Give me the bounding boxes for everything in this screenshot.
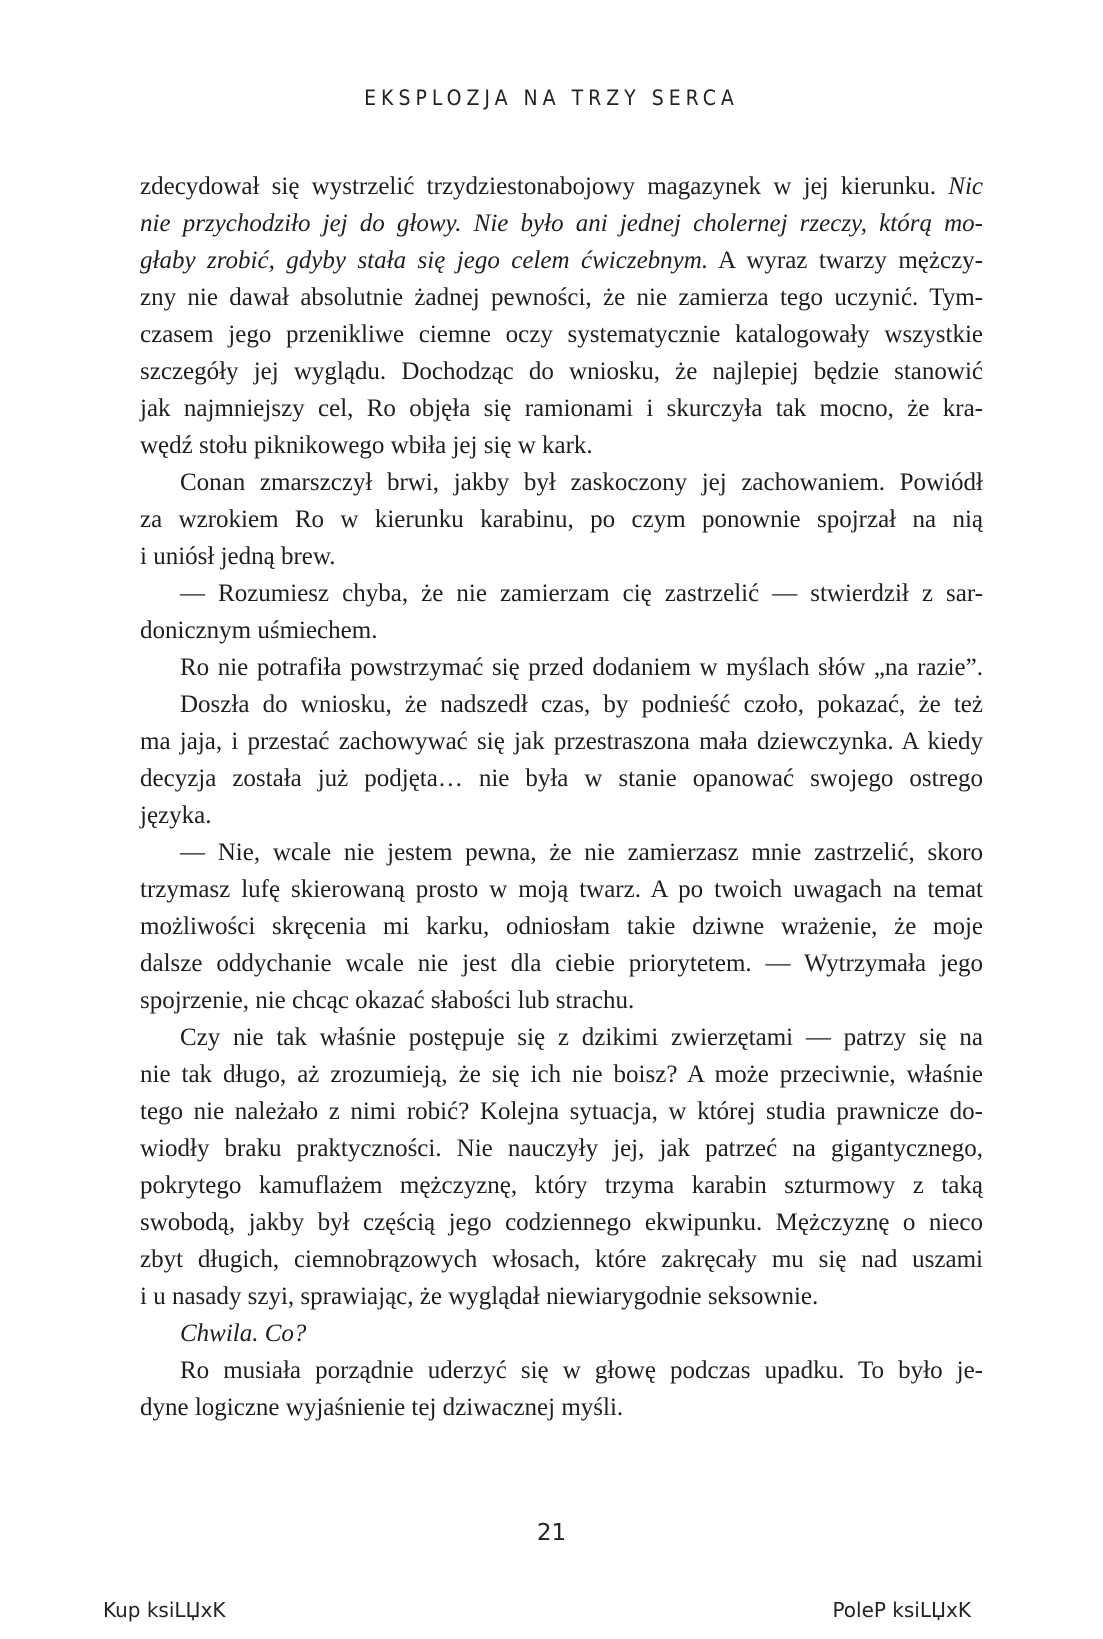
text-line: języka. (140, 802, 212, 829)
text-line: i u nasady szyi, sprawiając, że wyglądał niewiarygodnie seksownie. (140, 1283, 819, 1310)
text-line: Conan zmarszczył brwi, jakby był zaskoczony jej zachowaniem. Powiódł (180, 469, 983, 496)
text-line: spojrzenie, nie chcąc okazać słabości lub strachu. (140, 987, 635, 1014)
text-line: wiodły braku praktyczności. Nie nauczyły jej, jak patrzeć na gigantycznego, (140, 1135, 983, 1162)
italic-text-segment: Nic (948, 173, 983, 200)
text-line: Ro nie potrafiła powstrzymać się przed dodaniem w myślach słów „na razie”. (180, 654, 983, 681)
text-line: tego nie należało z nimi robić? Kolejna sytuacja, w której studia prawnicze do- (140, 1098, 983, 1125)
text-line (140, 242, 983, 279)
text-line: za wzrokiem Ro w kierunku karabinu, po czym ponownie spojrzał na nią (140, 506, 983, 533)
text-line: Ro musiała porządnie uderzyć się w głowę podczas upadku. To było je- (180, 1357, 983, 1384)
text-line: nie przychodziło jej do głowy. Nie było ani jednej cholernej rzeczy, którą mo- (140, 210, 983, 237)
recommend-book-link[interactable]: PoleP ksiLЏxK (832, 1598, 971, 1622)
text-line: Doszła do wniosku, że nadszedł czas, by podnieść czoło, pokazać, że też (180, 691, 983, 718)
text-line: zny nie dawał absolutnie żadnej pewności, że nie zamierza tego uczynić. Tym- (140, 284, 983, 311)
text-line: czasem jego przenikliwe ciemne oczy systematycznie katalogowały wszystkie (140, 321, 983, 348)
text-line: nie tak długo, aż zrozumieją, że się ich nie boisz? A może przeciwnie, właśnie (140, 1061, 983, 1088)
text-line: decyzja została już podjęta… nie była w stanie opanować swojego ostrego (140, 765, 983, 792)
text-line: szczegóły jej wyglądu. Dochodząc do wniosku, że najlepiej będzie stanowić (140, 358, 983, 385)
footer-left (103, 1598, 226, 1622)
text-segment: zdecydował się wystrzelić trzydziestonabojowy magazynek w jej kierunku. (140, 173, 937, 200)
text-line: dalsze oddychanie wcale nie jest dla ciebie priorytetem. — Wytrzymała jego (140, 950, 983, 977)
text-line: Czy nie tak właśnie postępuje się z dzikimi zwierzętami — patrzy się na (180, 1024, 983, 1051)
text-segment: A wyraz twarzy mężczy- (708, 247, 983, 274)
italic-text-segment: głaby zrobić, gdyby stała się jego celem ćwiczebnym. (140, 247, 709, 274)
text-line: i uniósł jedną brew. (140, 543, 336, 570)
text-line: — Rozumiesz chyba, że nie zamierzam cię zastrzelić — stwierdził z sar- (180, 580, 983, 607)
text-line: ma jaja, i przestać zachowywać się jak przestraszona mała dziewczynka. A kiedy (140, 728, 983, 755)
text-line (140, 168, 983, 205)
buy-book-link[interactable]: Kup ksiLЏxK (103, 1598, 226, 1622)
text-line: — Nie, wcale nie jestem pewna, że nie zamierzasz mnie zastrzelić, skoro (180, 839, 983, 866)
page-number: 21 (536, 1520, 567, 1546)
page-body (140, 168, 983, 1426)
text-line: swobodą, jakby był częścią jego codziennego ekwipunku. Mężczyznę o nieco (140, 1209, 983, 1236)
text-line: pokrytego kamuflażem mężczyznę, który trzyma karabin szturmowy z taką (140, 1172, 983, 1199)
running-header: EKSPLOZJA NA TRZY SERCA (364, 86, 739, 110)
text-line: trzymasz lufę skierowaną prosto w moją twarz. A po twoich uwagach na temat (140, 876, 983, 903)
text-line: jak najmniejszy cel, Ro objęła się ramionami i skurczyła tak mocno, że kra- (140, 395, 983, 422)
text-line: wędź stołu piknikowego wbiła jej się w kark. (140, 432, 593, 459)
footer-right (832, 1598, 971, 1622)
text-line: Chwila. Co? (180, 1320, 307, 1347)
text-line: donicznym uśmiechem. (140, 617, 378, 644)
text-line: dyne logiczne wyjaśnienie tej dziwacznej myśli. (140, 1394, 624, 1421)
text-line: możliwości skręcenia mi karku, odniosłam takie dziwne wrażenie, że moje (140, 913, 983, 940)
text-line: zbyt długich, ciemnobrązowych włosach, które zakręcały mu się nad uszami (140, 1246, 983, 1273)
